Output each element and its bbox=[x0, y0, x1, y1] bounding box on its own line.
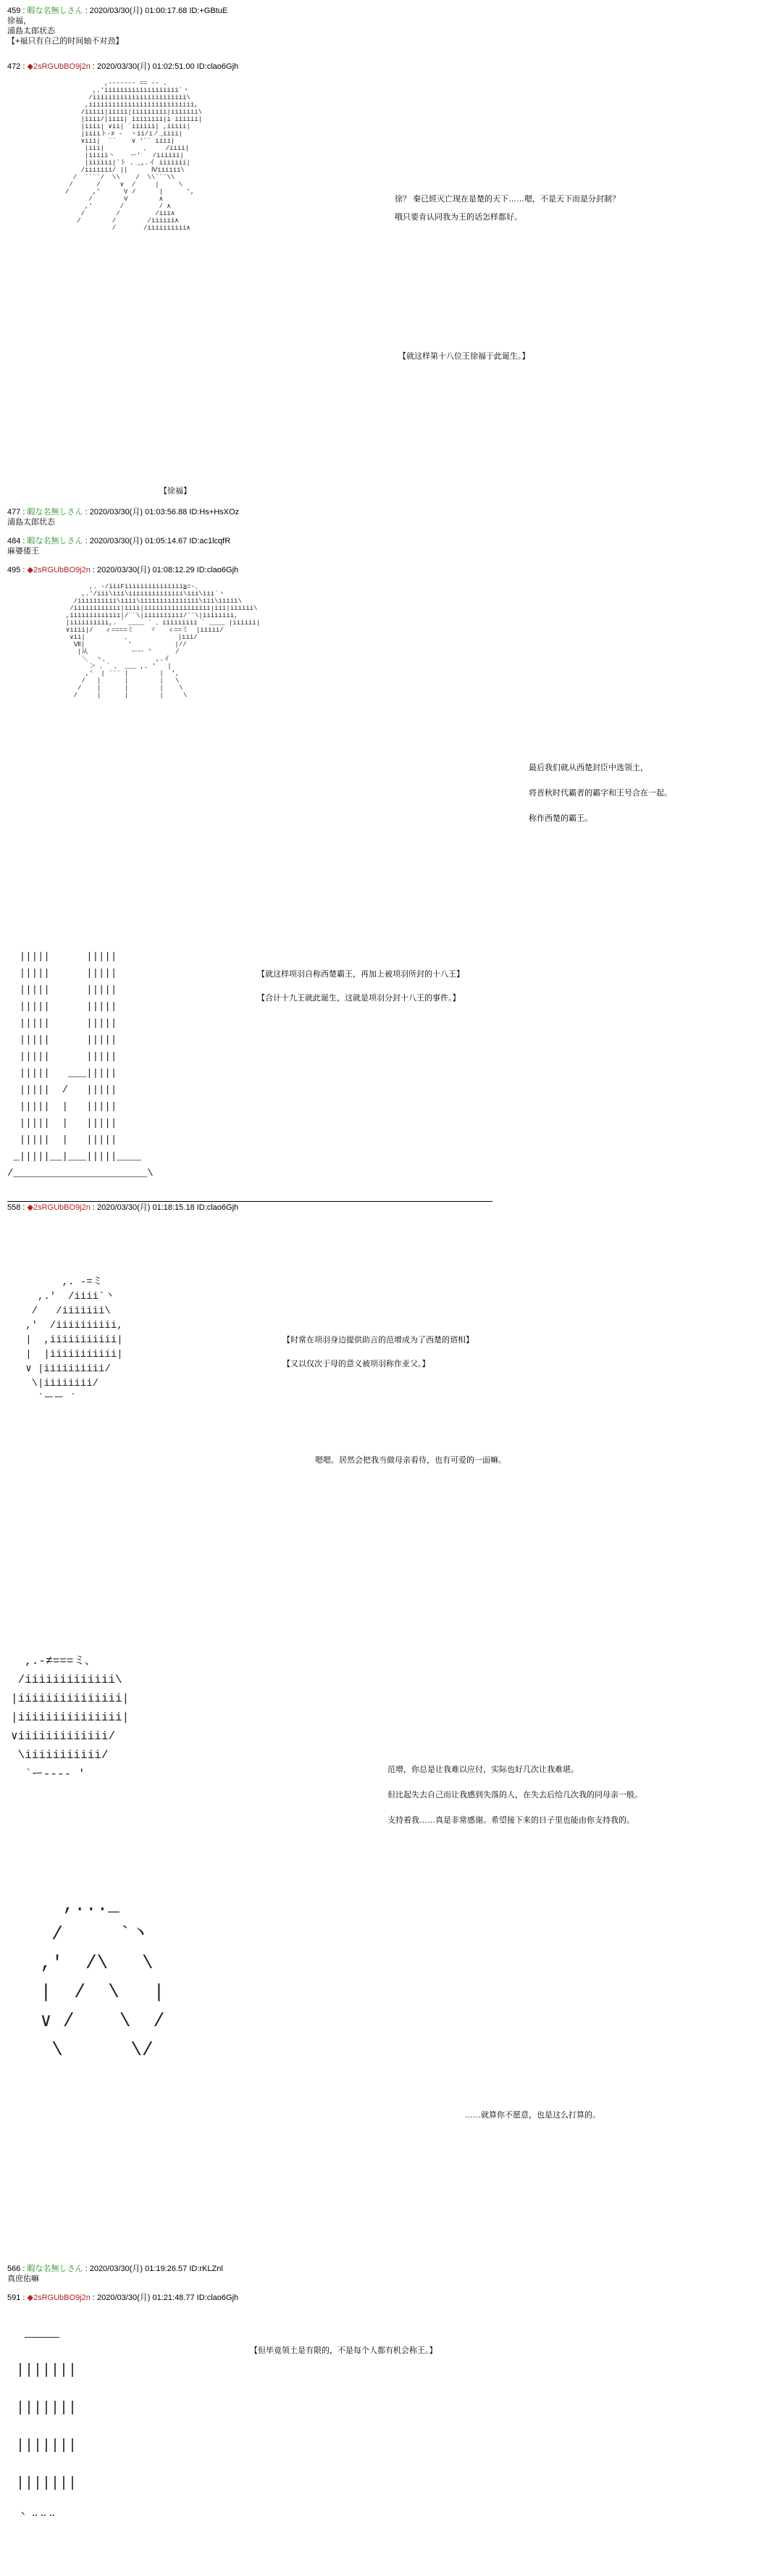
narration-box: 【又以仅次于母的意义被项羽称作亚父。】 bbox=[282, 1360, 430, 1368]
post-id: ID:clao6Gjh bbox=[196, 566, 239, 574]
name-caption: 【徐福】 bbox=[159, 487, 191, 495]
post-id: ID:+GBtuE bbox=[189, 7, 228, 15]
post-body-line: 真庶佑嘛 bbox=[7, 2275, 39, 2283]
post-id: ID:rKLZnl bbox=[189, 2265, 223, 2273]
dialog-line: 支持着我……真是非常感谢。希望接下来的日子里也能由你支持我的。 bbox=[387, 1816, 634, 1825]
narration-box: 【就这样第十八位王徐福于此诞生。】 bbox=[398, 352, 530, 361]
narration-box: 【就这样项羽自称西楚霸王，再加上被项羽所封的十八王】 bbox=[257, 970, 464, 979]
trip-code[interactable]: ◆2sRGUbBO9j2n bbox=[27, 62, 91, 71]
narration-box: 【合计十九王就此诞生，这就是项羽分封十八王的事件。】 bbox=[257, 994, 461, 1003]
post-id: ID:clao6Gjh bbox=[196, 2293, 239, 2302]
post-number: 566 bbox=[7, 2265, 21, 2273]
post-number: 472 bbox=[7, 62, 21, 71]
ascii-art-character: ,.-≠===ミ、 /iiiiiiiiiiiii\ |iiiiiiiiiiiiiii| |iiiiiiiiiiiiiii| ∨iiiiiiiiiiiii/ \iiiiiiiiiii/ `ー---- ' bbox=[11, 1655, 130, 1781]
post-date: 2020/03/30(月) 01:05:14.67 bbox=[89, 537, 188, 545]
dialog-line: 哦只要肯认同我为王的话怎样都好。 bbox=[395, 213, 522, 222]
post-number: 558 bbox=[7, 1203, 21, 1212]
post-header-484: 484 : 暇な名無しさん : 2020/03/30(月) 01:05:14.67 ID:ac1lcqfR bbox=[7, 537, 231, 545]
post-header-566: 566 : 暇な名無しさん : 2020/03/30(月) 01:19:26.57 ID:rKLZnl bbox=[7, 2265, 223, 2273]
post-date: 2020/03/30(月) 01:03:56.88 bbox=[89, 508, 188, 517]
dialog-line: 最后我们就从西楚封臣中选领土， bbox=[529, 764, 648, 772]
post-body-line: 浦島太郎状态 bbox=[7, 27, 55, 35]
poster-name[interactable]: 暇な名無しさん bbox=[27, 2265, 83, 2273]
post-date: 2020/03/30(月) 01:02:51.00 bbox=[97, 62, 195, 71]
post-number: 484 bbox=[7, 537, 21, 545]
post-date: 2020/03/30(月) 01:21:48.77 bbox=[97, 2293, 195, 2302]
post-number: 477 bbox=[7, 508, 21, 517]
post-date: 2020/03/30(月) 01:18:15.18 bbox=[97, 1203, 195, 1212]
post-id: ID:Hs+HsXOz bbox=[189, 508, 240, 517]
dialog-line: 将晋秋时代霸者的霸字和王号合在一起。 bbox=[529, 789, 672, 798]
post-id: ID:clao6Gjh bbox=[196, 1203, 239, 1212]
trip-code[interactable]: ◆2sRGUbBO9j2n bbox=[27, 566, 91, 574]
post-header-591: 591 : ◆2sRGUbBO9j2n : 2020/03/30(月) 01:21:48.77 ID:clao6Gjh bbox=[7, 2293, 239, 2302]
ascii-art-palace: ||||| ||||| ||||| ||||| ||||| ||||| ||||| ||||| ||||| ||||| ||||| ||||| ||||| ||||| ||||| ___||||| ||||| / ||||| ||||| | ||||| ||||| | ||||| ||||| | ||||| _|||||__|___|||||____ /______________________\ bbox=[7, 951, 154, 1179]
post-date: 2020/03/30(月) 01:00:17.68 bbox=[89, 7, 188, 15]
post-header-459: 459 : 暇な名無しさん : 2020/03/30(月) 01:00:17.68 ID:+GBtuE bbox=[7, 7, 228, 15]
ascii-art-character: ,------- == -- . ,.'iiiiiiiiiiiiiiiiiii`丶 /iiiiiiiiiiiiiiiiiiiiiiii\ ,iiiiiiiiiiiiiiiiiiiiiiiiiii, /iiiii|iiiii|iiiiiiiii|iiiiiii\ |iiii/|iiii| iiiiiiii|i iiiiii| |iiii| ∨ii| `iiiiii| ,iiiii| |iiiiト-≠ - ヽii/iノ_iiii| ∨iii| ¨¨ ∨ '¨¨ iiii| |iii| 、 /iiii| |iiiii丶 ー' /iiiiii| |iiiiii|`ト 、_,.イ iiiiiii| /iiiiiii/ || Ⅳiiiiii\ / ``¨¨/ \\ / \\¨¨¨\\ / / ∨ / | \ / ,' V / | ', / V ∧ ,' / / ∧ / / /iii∧ / / /iiiiii∧ / /iiiiiiiiii∧ bbox=[65, 80, 203, 232]
poster-name[interactable]: 暇な名無しさん bbox=[27, 537, 83, 545]
poster-name[interactable]: 暇な名無しさん bbox=[27, 508, 83, 517]
post-body-line: 徐福， bbox=[7, 17, 31, 25]
poster-name[interactable]: 暇な名無しさん bbox=[27, 7, 83, 15]
narration-box: 【但毕竟领土是有限的，不是每个人都有机会称王。】 bbox=[250, 2346, 437, 2355]
ascii-art-character: ,. -=ミ ,.' /iiii`丶 / /iiiiiii\ ,' /iiiiiiiiii, | ,iiiiiiiiiii| | |iiiiiiiiiii| ∨ |iiiiiiiiii/ \|iiiiiiii/ `ーー ´ bbox=[25, 1276, 123, 1404]
post-id: ID:ac1lcqfR bbox=[189, 537, 231, 545]
narration-box: 【时常在项羽身边提供助言的范增成为了西楚的谘相】 bbox=[282, 1336, 474, 1345]
post-id: ID:clao6Gjh bbox=[196, 62, 239, 71]
divider bbox=[7, 1201, 492, 1202]
post-date: 2020/03/30(月) 01:19:26.57 bbox=[89, 2265, 188, 2273]
trip-code[interactable]: ◆2sRGUbBO9j2n bbox=[27, 1203, 91, 1212]
post-header-558: 558 : ◆2sRGUbBO9j2n : 2020/03/30(月) 01:18:15.18 ID:clao6Gjh bbox=[7, 1203, 239, 1212]
post-date: 2020/03/30(月) 01:08:12.29 bbox=[97, 566, 195, 574]
dialog-line: 徐？ 秦已經灭亡现在是楚的天下……嗯，不是天下而是分封制？ bbox=[395, 195, 621, 204]
dialog-line: 嗯嗯。居然会把我当做母亲看待，也有可爱的一面嘛。 bbox=[315, 1456, 506, 1465]
post-number: 459 bbox=[7, 7, 21, 15]
dialog-line: 称作西楚的霸王。 bbox=[529, 814, 592, 823]
post-note: 【+福只有自己的时间轴不对劲】 bbox=[7, 37, 124, 46]
dialog-line: ……就算你不愿意，也是这么打算的。 bbox=[465, 2111, 600, 2120]
ascii-art-character: ,. -/iiiFiiiiiiiiiiiiiii≧=-、 ,.'/iii\iii\iiiiiiiiiiiiii\iii\iii`丶 /iiiiiiiiii\iiii\iiiiiiiiiiiiiii\iii\iiiii\ /iiiiiiiiiiii|iiii|iiiiiiiiiiiiiiiii|iii|iiiiii\ ,iiiiiiiiiiiii|/¨¨\|iiiiiiiiii/¨¨\|iiiiiiii, |iiiiiiiiii,. ´ ____ ` 、iiiiiiiii ´ ____ |iiiiii| ∨iiii|/ ィ====ミ ヾ ィ==ミ |iiiii/ ∨ii| 、 |iii/ Ⅶ| ' |// |从 ーー ' / ＼ 丶、 ,.イ ＞ 、` 、 ___ ,. ' | ,' | ¨¨¨ | | ', / | | | \ / | | | \ / | | | \ bbox=[65, 583, 261, 699]
post-number: 495 bbox=[7, 566, 21, 574]
post-body-line: 浦島太郎状态 bbox=[7, 518, 55, 527]
trip-code[interactable]: ◆2sRGUbBO9j2n bbox=[27, 2293, 91, 2302]
post-header-472: 472 : ◆2sRGUbBO9j2n : 2020/03/30(月) 01:02:51.00 ID:clao6Gjh bbox=[7, 62, 239, 71]
post-header-495: 495 : ◆2sRGUbBO9j2n : 2020/03/30(月) 01:08:12.29 ID:clao6Gjh bbox=[7, 566, 239, 574]
ascii-art-character: ____ ||||||| ||||||| ||||||| ||||||| ｀¨¨¨ bbox=[16, 2325, 77, 2530]
post-number: 591 bbox=[7, 2293, 21, 2302]
ascii-art-character: ,..._ / `丶 ,' /\ \ | / \ | ∨ / \ / \ \/ bbox=[40, 1894, 165, 2061]
dialog-line: 范增，你总是让我难以应付，实际也好几次让我难堪。 bbox=[387, 1765, 579, 1774]
dialog-line: 但比起失去自己而让我感到失落的人，在失去后给几次我的同母亲一般。 bbox=[387, 1791, 642, 1799]
post-body-line: 麻婆倭王 bbox=[7, 547, 39, 556]
post-header-477: 477 : 暇な名無しさん : 2020/03/30(月) 01:03:56.88 ID:Hs+HsXOz bbox=[7, 508, 240, 517]
